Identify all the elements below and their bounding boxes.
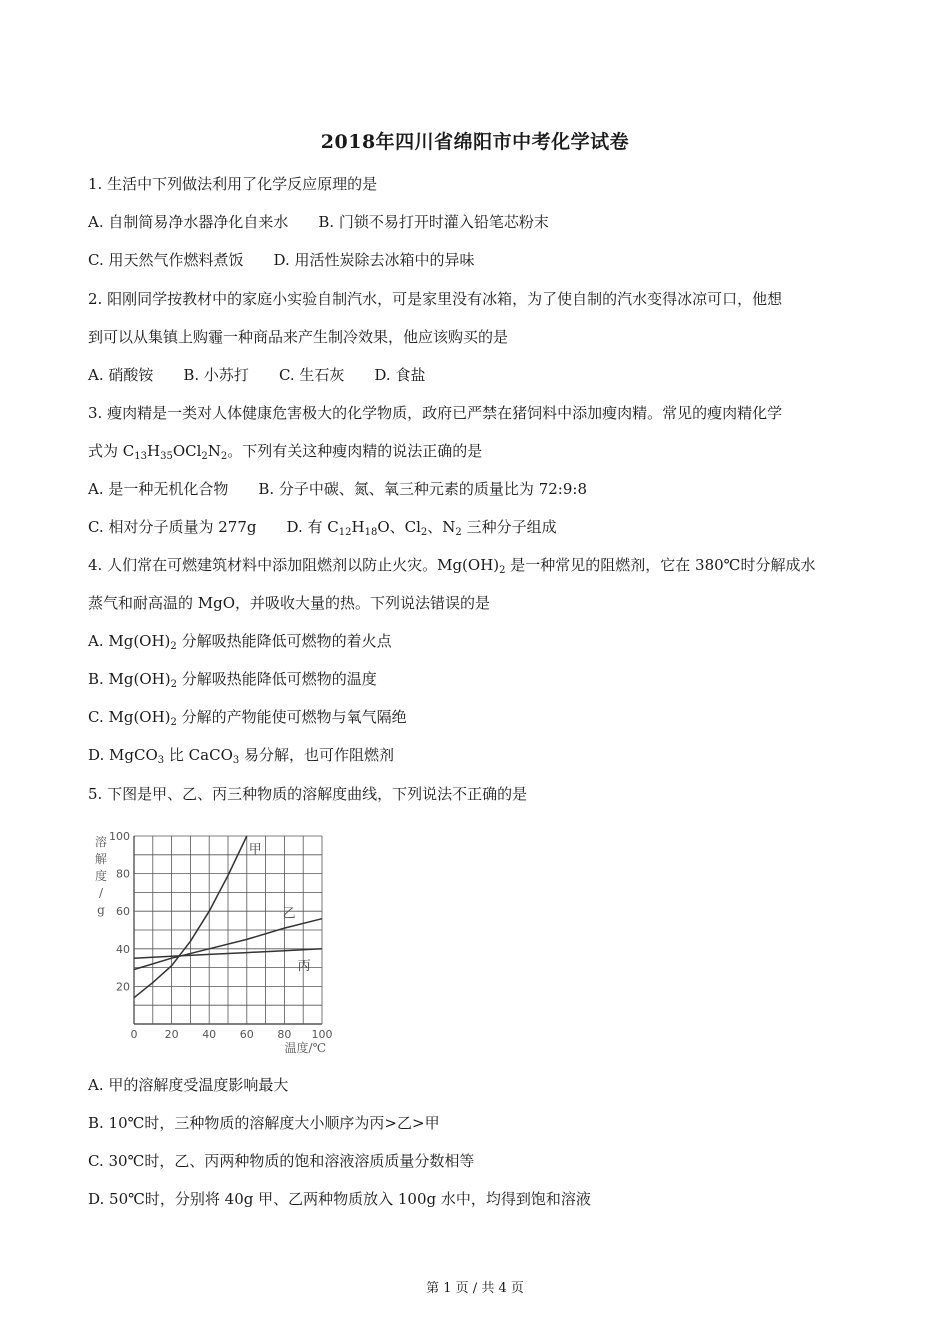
- q3-options-row1: [88, 479, 587, 499]
- q3-d-text: 、N: [427, 518, 456, 536]
- chart-ticks: [109, 830, 333, 1041]
- q3-formula-sub: 2: [220, 451, 228, 462]
- q2-stem-line1: 2. 阳刚同学按教材中的家庭小实验自制汽水，可是家里没有冰箱，为了使自制的汽水变得冰凉可口，他想: [88, 290, 783, 308]
- q4-option-b: [88, 669, 377, 689]
- q1-option-c: C. 用天然气作燃料煮饭: [88, 251, 244, 269]
- q2-option-a: A. 硝酸铵: [88, 366, 154, 384]
- q3-d-text: O、Cl: [377, 518, 421, 536]
- page-footer: 第 1 页 / 共 4 页: [426, 1281, 524, 1296]
- q4-stem-text: 4. 人们常在可燃建筑材料中添加阻燃剂以防止火灾。Mg(OH): [88, 556, 500, 574]
- q4-d-sub: 3: [157, 755, 165, 766]
- series-label: 丙: [297, 959, 311, 975]
- q3-formula-text: N: [207, 442, 221, 460]
- q2-option-c: C. 生石灰: [278, 366, 345, 384]
- q4-stem-text: 是一种常见的阻燃剂，它在 380℃时分解成水: [505, 556, 816, 574]
- q4-c-sub: 2: [170, 717, 177, 728]
- q4-a-text: 分解吸热能降低可燃物的着火点: [176, 632, 392, 650]
- q3-formula-sub: 2: [201, 451, 208, 462]
- y-axis-label-char: g: [97, 903, 105, 917]
- q4-option-d: [88, 745, 394, 765]
- q4-d-sub: 3: [232, 755, 240, 766]
- q3-option-b: B. 分子中碳、氮、氧三种元素的质量比为 72:9:8: [258, 480, 587, 498]
- q3-formula-sub: 13: [134, 451, 147, 462]
- q5-stem: 5. 下图是甲、乙、丙三种物质的溶解度曲线，下列说法不正确的是: [88, 785, 528, 803]
- series-label: 乙: [282, 906, 296, 922]
- q1-option-a: A. 自制简易净水器净化自来水: [88, 213, 289, 231]
- q5-option-a: A. 甲的溶解度受温度影响最大: [88, 1076, 289, 1094]
- y-axis-label-char: 溶: [94, 835, 108, 849]
- y-tick-label: 100: [109, 830, 130, 843]
- q3-formula-text: 式为 C: [88, 442, 135, 460]
- q2-option-d: D. 食盐: [374, 366, 426, 384]
- q4-option-c: [88, 707, 407, 727]
- y-tick-label: 40: [116, 942, 130, 956]
- x-tick-label: 60: [239, 1028, 254, 1041]
- y-tick-label: 80: [116, 867, 130, 881]
- q3-d-sub: 12: [338, 527, 352, 538]
- y-tick-label: 60: [116, 905, 130, 919]
- q3-d-text: 三种分子组成: [461, 518, 557, 536]
- q3-stem-line1: 3. 瘦肉精是一类对人体健康危害极大的化学物质，政府已严禁在猪饲料中添加瘦肉精。常见的瘦肉精化学: [88, 404, 783, 422]
- q3-formula-text: H: [146, 442, 161, 460]
- q3-option-d: [286, 518, 556, 536]
- x-tick-label: 20: [164, 1028, 179, 1041]
- q4-c-text: C. Mg(OH): [88, 708, 171, 726]
- q3-option-a: A. 是一种无机化合物: [88, 480, 229, 498]
- page-title: 2018年四川省绵阳市中考化学试卷: [320, 131, 630, 153]
- q1-stem: 1. 生活中下列做法利用了化学反应原理的是: [88, 175, 378, 193]
- q3-d-sub: 2: [455, 527, 462, 538]
- q5-option-b: B. 10℃时，三种物质的溶解度大小顺序为丙>乙>甲: [88, 1114, 440, 1132]
- q3-d-text: H: [351, 518, 365, 536]
- x-tick-label: 40: [202, 1028, 217, 1041]
- q4-b-sub: 2: [170, 679, 177, 690]
- series-label: 甲: [248, 842, 262, 858]
- x-tick-label: 0: [130, 1028, 138, 1041]
- y-axis-label-char: 解: [94, 852, 108, 866]
- y-tick-label: 20: [116, 980, 130, 994]
- q2-stem-line2: 到可以从集镇上购霾一种商品来产生制冷效果，他应该购买的是: [88, 328, 509, 346]
- x-tick-label: 80: [277, 1028, 292, 1041]
- q1-option-b: B. 门锁不易打开时灌入铅笔芯粉末: [318, 213, 549, 231]
- q4-stem-line2: 蒸气和耐高温的 MgO，并吸收大量的热。下列说法错误的是: [88, 594, 491, 612]
- q3-options-row2: [88, 517, 557, 537]
- q1-option-d: D. 用活性炭除去冰箱中的异味: [273, 251, 475, 269]
- q3-d-sub: 2: [420, 527, 428, 538]
- q4-stem-sub: 2: [499, 565, 506, 576]
- solubility-chart: [88, 826, 338, 1056]
- q5-option-c: C. 30℃时，乙、丙两种物质的饱和溶液溶质质量分数相等: [88, 1152, 475, 1170]
- q3-stem-tail: 。下列有关这种瘦肉精的说法正确的是: [227, 442, 483, 460]
- q2-options: [88, 365, 425, 385]
- q4-d-text: 易分解，也可作阻燃剂: [239, 746, 395, 764]
- q4-a-text: A. Mg(OH): [88, 632, 171, 650]
- q3-formula-text: OCl: [172, 442, 202, 460]
- q5-option-d: D. 50℃时，分别将 40g 甲、乙两种物质放入 100g 水中，均得到饱和溶液: [88, 1190, 591, 1208]
- q2-option-b: B. 小苏打: [183, 366, 249, 384]
- q4-b-text: 分解吸热能降低可燃物的温度: [176, 670, 377, 688]
- q4-option-a: [88, 631, 392, 651]
- x-axis-label: 温度/℃: [284, 1041, 326, 1055]
- q3-d-sub: 18: [364, 527, 378, 538]
- q4-a-sub: 2: [170, 641, 177, 652]
- q4-b-text: B. Mg(OH): [88, 670, 171, 688]
- q3-d-text: D. 有 C: [286, 518, 339, 536]
- q3-option-c: C. 相对分子质量为 277g: [88, 518, 257, 536]
- y-axis-label-char: 度: [94, 869, 108, 883]
- q4-c-text: 分解的产物能使可燃物与氧气隔绝: [176, 708, 407, 726]
- y-axis-label-char: /: [98, 886, 104, 900]
- q4-d-text: D. MgCO: [88, 746, 158, 764]
- q4-d-text: 比 CaCO: [164, 746, 233, 764]
- x-tick-label: 100: [311, 1028, 333, 1041]
- q1-options-row2: [88, 250, 475, 270]
- q1-options-row1: [88, 212, 549, 232]
- q4-stem-line1: [88, 555, 815, 575]
- chart-grid: [134, 836, 322, 1024]
- q3-stem-line2: [88, 441, 482, 461]
- q3-formula-sub: 35: [160, 451, 173, 462]
